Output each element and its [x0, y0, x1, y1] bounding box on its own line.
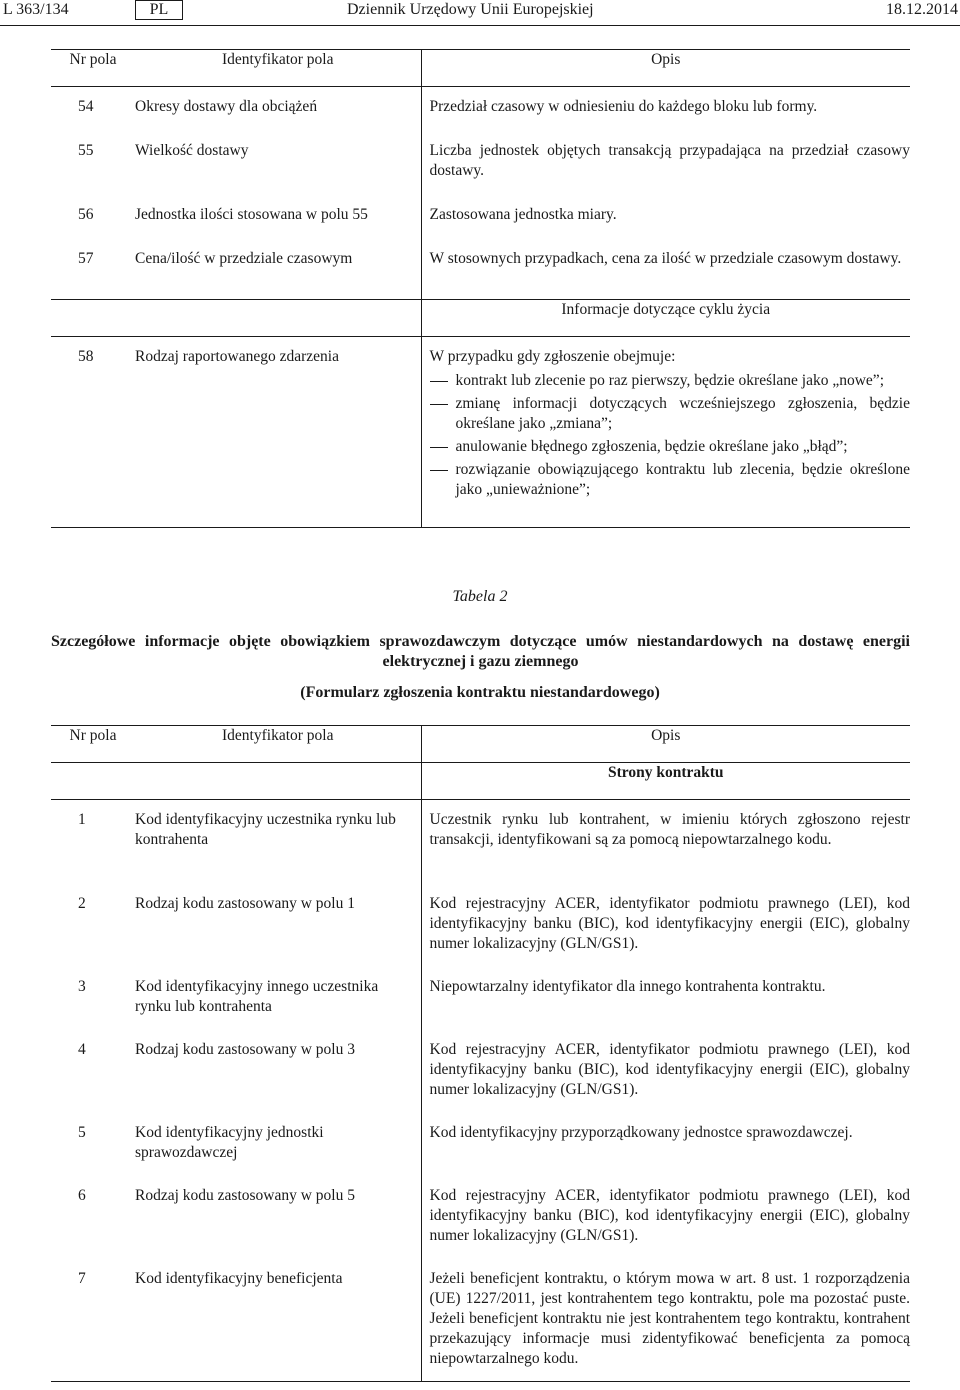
- field-description: Kod rejestracyjny ACER, identyfikator podmiotu prawnego (LEI), kod identyfikacyjny banku (BIC), kod identyfikacyjny energii (EIC), globalny numer lokalizacyjny (GLN/GS1).: [421, 1030, 910, 1113]
- table-row: [51, 1113, 910, 1176]
- journal-title: Dziennik Urzędowy Unii Europejskiej: [347, 1, 594, 18]
- field-number: 5: [78, 1124, 86, 1141]
- section-row: [51, 300, 910, 337]
- field-number: 6: [78, 1187, 86, 1204]
- table-row: [51, 967, 910, 1030]
- field-identifier: Wielkość dostawy: [135, 142, 249, 159]
- field-identifier: Kod identyfikacyjny innego uczestnika rynku lub kontrahenta: [135, 978, 379, 1015]
- table-row: [51, 1176, 910, 1259]
- table-header-row: [51, 726, 910, 763]
- field-number: 54: [78, 98, 94, 115]
- section-row: [51, 763, 910, 800]
- section-title-lifecycle: Informacje dotyczące cyklu życia: [421, 300, 910, 337]
- field-number: 55: [78, 142, 94, 159]
- header-nr: Nr pola: [51, 726, 135, 763]
- field-description: Zastosowana jednostka miary.: [421, 195, 910, 239]
- field-identifier: Rodzaj kodu zastosowany w polu 5: [135, 1187, 355, 1204]
- table-row: [51, 239, 910, 300]
- field-description: Liczba jednostek objętych transakcją przypadająca na przedział czasowy dostawy.: [421, 131, 910, 195]
- field-description: Uczestnik rynku lub kontrahent, w imieniu których zgłoszono rejestr transakcji, identyfikowani są za pomocą niepowtarzalnego kodu.: [421, 800, 910, 885]
- field-identifier: Cena/ilość w przedziale czasowym: [135, 250, 353, 267]
- field-number: 57: [78, 250, 94, 267]
- table-row: [51, 337, 910, 528]
- table-row: [51, 87, 910, 132]
- page-header: [0, 0, 960, 26]
- table-row: [51, 1259, 910, 1382]
- field-identifier: Kod identyfikacyjny uczestnika rynku lub kontrahenta: [135, 811, 396, 848]
- field-identifier: Jednostka ilości stosowana w polu 55: [135, 206, 368, 223]
- table-row: [51, 131, 910, 195]
- field-identifier: Rodzaj kodu zastosowany w polu 1: [135, 895, 355, 912]
- field-number: 3: [78, 978, 86, 995]
- list-item: zmianę informacji dotyczących wcześniejszego zgłoszenia, będzie określane jako „zmiana”;: [430, 394, 911, 434]
- table-row: [51, 884, 910, 967]
- table-row: [51, 800, 910, 885]
- list-item: kontrakt lub zlecenie po raz pierwszy, będzie określane jako „nowe”;: [430, 371, 911, 391]
- field-number: 7: [51, 1259, 135, 1382]
- field-description: Niepowtarzalny identyfikator dla innego kontrahenta kontraktu.: [421, 967, 910, 1030]
- page-number: L 363/134: [3, 1, 69, 18]
- header-identifier: Identyfikator pola: [135, 726, 421, 763]
- field-description: W stosownych przypadkach, cena za ilość w przedziale czasowym dostawy.: [421, 239, 910, 300]
- publication-date: 18.12.2014: [886, 1, 958, 18]
- header-nr: Nr pola: [51, 50, 135, 87]
- description-intro: W przypadku gdy zgłoszenie obejmuje:: [429, 348, 676, 365]
- field-description: Przedział czasowy w odniesieniu do każdego bloku lub formy.: [421, 87, 910, 132]
- section-title-parties: Strony kontraktu: [421, 763, 910, 800]
- event-type-list: [430, 371, 911, 500]
- field-description: [421, 337, 910, 528]
- field-number: 4: [78, 1041, 86, 1058]
- table-title: Szczegółowe informacje objęte obowiązkiem sprawozdawczym dotyczące umów niestandardowych na dostawę energii elektrycznej i gazu ziemnego: [51, 633, 910, 670]
- field-description: Jeżeli beneficjent kontraktu, o którym mowa w art. 8 ust. 1 rozporządzenia (UE) 1227/2011, jest kontrahentem tego kontraktu, pole ma pozostać puste. Jeżeli beneficjent kontraktu nie jest kontrahentem tego kontraktu, kontrahent przekazujący informacje musi zidentyfikować beneficjenta za pomocą niepowtarzalnego kodu.: [421, 1259, 910, 1382]
- list-item: anulowanie błędnego zgłoszenia, będzie określane jako „błąd”;: [430, 437, 911, 457]
- field-description: Kod identyfikacyjny przyporządkowany jednostce sprawozdawczej.: [421, 1113, 910, 1176]
- table-label: Tabela 2: [452, 588, 508, 605]
- table-row: [51, 1030, 910, 1113]
- header-identifier: Identyfikator pola: [135, 50, 421, 87]
- field-identifier: Kod identyfikacyjny jednostki sprawozdawczej: [135, 1124, 324, 1161]
- table-subtitle: (Formularz zgłoszenia kontraktu niestandardowego): [300, 684, 660, 701]
- field-identifier: Rodzaj kodu zastosowany w polu 3: [135, 1041, 355, 1058]
- fields-table-2: [51, 725, 910, 1382]
- field-number: 58: [51, 337, 135, 528]
- field-description: Kod rejestracyjny ACER, identyfikator podmiotu prawnego (LEI), kod identyfikacyjny banku (BIC), kod identyfikacyjny energii (EIC), globalny numer lokalizacyjny (GLN/GS1).: [421, 1176, 910, 1259]
- table-row: [51, 195, 910, 239]
- language-badge: PL: [135, 0, 183, 20]
- header-description: Opis: [421, 726, 910, 763]
- field-identifier: Rodzaj raportowanego zdarzenia: [135, 337, 421, 528]
- list-item: rozwiązanie obowiązującego kontraktu lub zlecenia, będzie określone jako „unieważnione”;: [430, 460, 911, 500]
- header-rule: [0, 25, 960, 26]
- field-description: Kod rejestracyjny ACER, identyfikator podmiotu prawnego (LEI), kod identyfikacyjny banku (BIC), kod identyfikacyjny energii (EIC), globalny numer lokalizacyjny (GLN/GS1).: [421, 884, 910, 967]
- header-description: Opis: [421, 50, 910, 87]
- table-header-row: [51, 50, 910, 87]
- fields-table-1: [51, 49, 910, 528]
- field-number: 2: [78, 895, 86, 912]
- field-identifier: Okresy dostawy dla obciążeń: [135, 98, 318, 115]
- field-number: 56: [78, 206, 94, 223]
- field-number: 1: [78, 811, 86, 828]
- field-identifier: Kod identyfikacyjny beneficjenta: [135, 1259, 421, 1382]
